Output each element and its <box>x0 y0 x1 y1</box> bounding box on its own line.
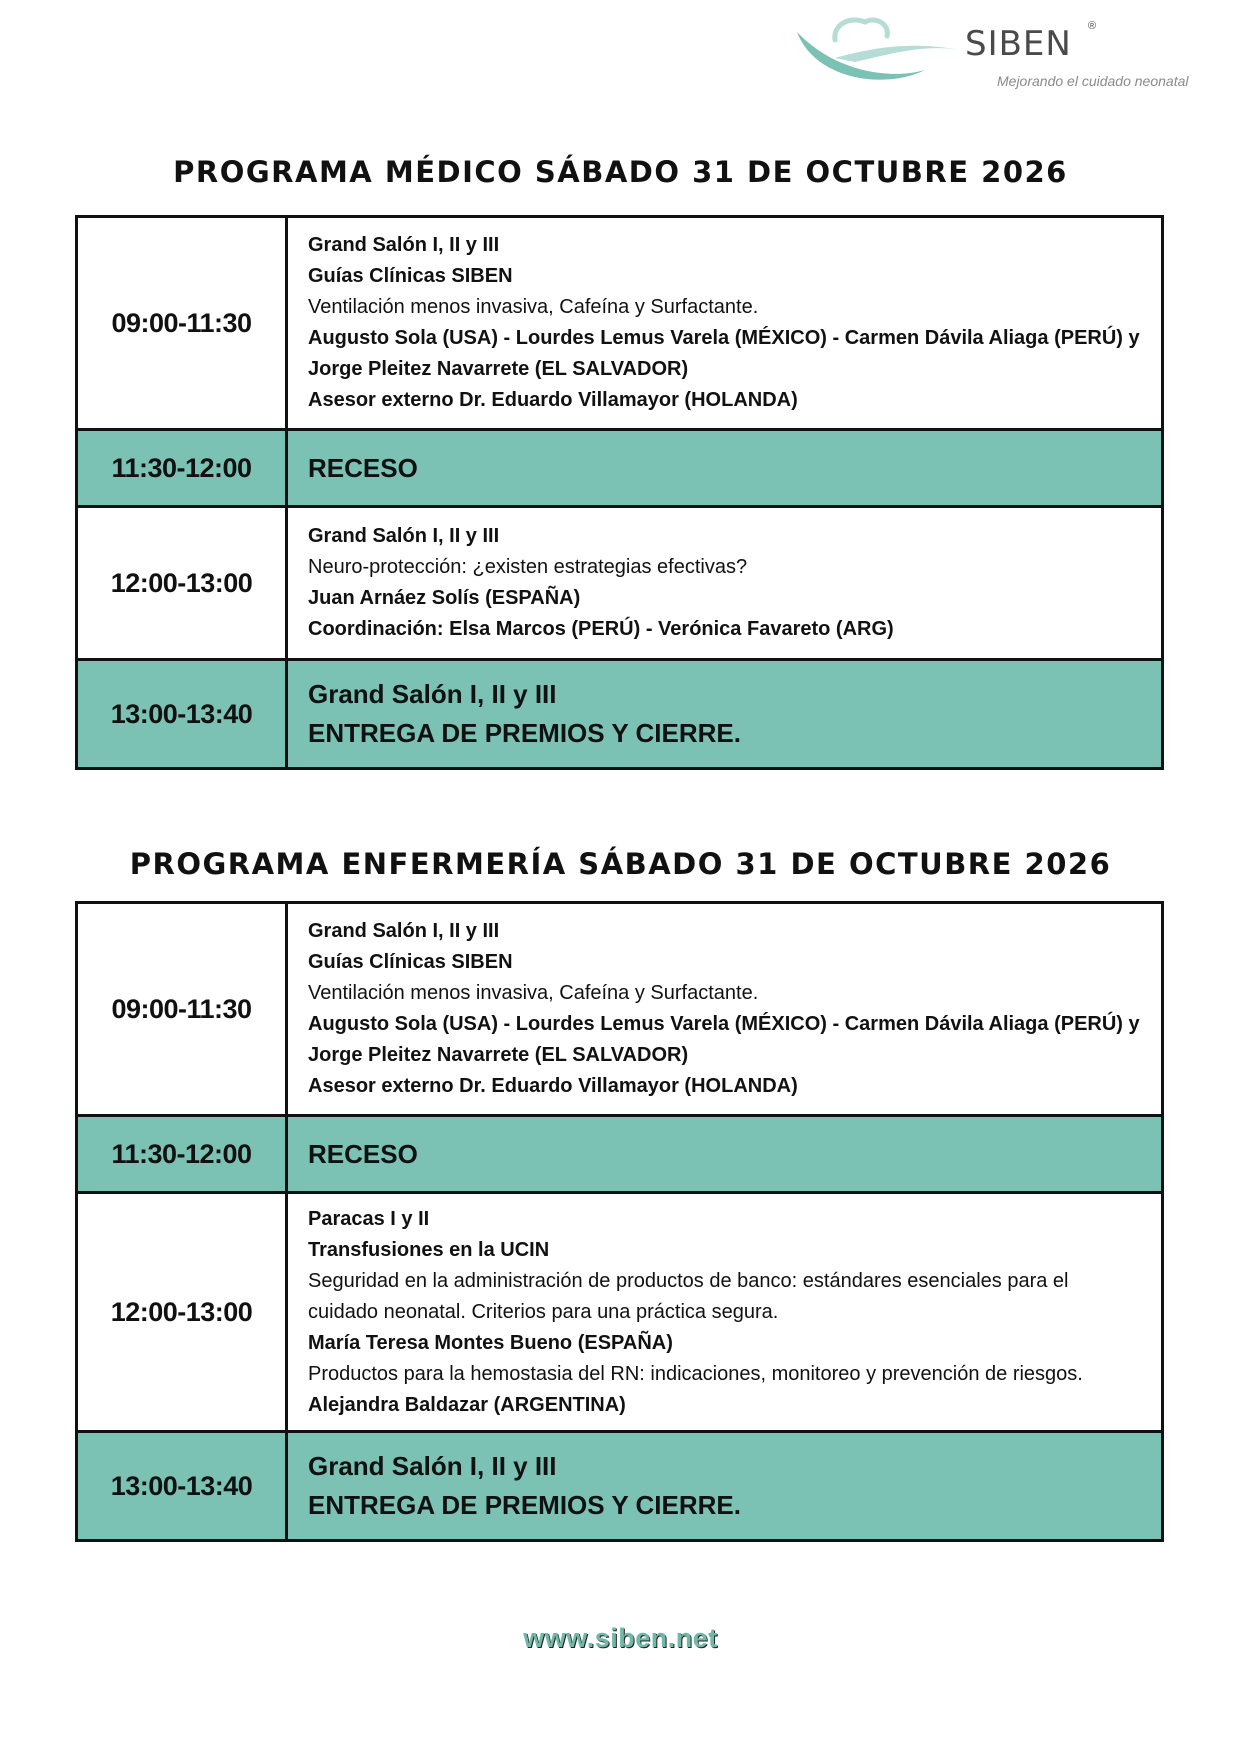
session-line: Coordinación: Elsa Marcos (PERÚ) - Verónica Favareto (ARG) <box>308 618 894 640</box>
session-line: Grand Salón I, II y III <box>308 525 500 547</box>
schedule-row <box>77 660 1163 769</box>
session-details <box>287 903 1163 1116</box>
session-line: Alejandra Baldazar (ARGENTINA) <box>308 1393 626 1416</box>
program-enfermeria-table <box>75 901 1164 1542</box>
program-enfermeria-title: PROGRAMA ENFERMERÍA SÁBADO 31 DE OCTUBRE 2026 <box>129 847 1112 881</box>
session-line: Asesor externo Dr. Eduardo Villamayor (HOLANDA) <box>308 389 798 411</box>
session-details <box>287 430 1163 507</box>
time-slot: 11:30-12:00 <box>77 430 287 507</box>
session-line: Guías Clínicas SIBEN <box>308 951 513 973</box>
logo-tagline: Mejorando el cuidado neonatal <box>997 73 1189 89</box>
session-line: Grand Salón I, II y III <box>308 1451 557 1481</box>
session-line: Asesor externo Dr. Eduardo Villamayor (HOLANDA) <box>308 1075 798 1097</box>
break-label: RECESO <box>308 1138 418 1169</box>
session-details <box>287 1116 1163 1193</box>
program-medico-table <box>75 215 1164 770</box>
time-slot: 09:00-11:30 <box>77 903 287 1116</box>
session-line: Grand Salón I, II y III <box>308 234 500 256</box>
session-details <box>287 217 1163 430</box>
schedule-row <box>77 507 1163 660</box>
schedule-row <box>77 217 1163 430</box>
break-label: RECESO <box>308 452 418 483</box>
schedule-body <box>77 903 1163 1541</box>
schedule-row <box>77 1193 1163 1432</box>
session-line: ENTREGA DE PREMIOS Y CIERRE. <box>308 718 741 748</box>
session-line: Grand Salón I, II y III <box>308 920 500 942</box>
session-line: Neuro-protección: ¿existen estrategias efectivas? <box>308 556 748 578</box>
session-line: Productos para la hemostasia del RN: indicaciones, monitoreo y prevención de riesgos. <box>308 1362 1083 1385</box>
schedule-row <box>77 430 1163 507</box>
time-slot: 12:00-13:00 <box>77 1193 287 1432</box>
schedule-row <box>77 1432 1163 1541</box>
session-line: ENTREGA DE PREMIOS Y CIERRE. <box>308 1490 741 1520</box>
session-line: Grand Salón I, II y III <box>308 679 557 709</box>
time-slot: 13:00-13:40 <box>77 1432 287 1541</box>
session-line: Augusto Sola (USA) - Lourdes Lemus Varela (MÉXICO) - Carmen Dávila Aliaga (PERÚ) y Jorge Pleitez Navarrete (EL SALVADOR) <box>308 327 1140 380</box>
siben-logo <box>795 10 1225 95</box>
session-line: Paracas I y II <box>308 1207 430 1230</box>
logo-registered-mark: ® <box>1088 20 1097 32</box>
time-slot: 12:00-13:00 <box>77 507 287 660</box>
program-medico-title: PROGRAMA MÉDICO SÁBADO 31 DE OCTUBRE 2026 <box>173 155 1068 189</box>
time-slot: 13:00-13:40 <box>77 660 287 769</box>
time-slot: 09:00-11:30 <box>77 217 287 430</box>
session-line: Seguridad en la administración de productos de banco: estándares esenciales para el cuidado neonatal. Criterios para una práctica segura. <box>308 1269 1069 1323</box>
session-details <box>287 1432 1163 1541</box>
session-details <box>287 507 1163 660</box>
session-details <box>287 660 1163 769</box>
session-details <box>287 1193 1163 1432</box>
session-line: Ventilación menos invasiva, Cafeína y Surfactante. <box>308 982 759 1004</box>
baby-wave-logo-icon <box>795 10 965 95</box>
logo-name: SIBEN <box>965 24 1072 64</box>
session-line: María Teresa Montes Bueno (ESPAÑA) <box>308 1331 673 1354</box>
footer-website-link[interactable]: www.siben.net <box>523 1623 718 1653</box>
session-line: Guías Clínicas SIBEN <box>308 265 513 287</box>
session-line: Juan Arnáez Solís (ESPAÑA) <box>308 587 581 609</box>
schedule-row <box>77 903 1163 1116</box>
session-line: Ventilación menos invasiva, Cafeína y Surfactante. <box>308 296 759 318</box>
session-line: Transfusiones en la UCIN <box>308 1238 550 1261</box>
schedule-body <box>77 217 1163 769</box>
session-line: Augusto Sola (USA) - Lourdes Lemus Varela (MÉXICO) - Carmen Dávila Aliaga (PERÚ) y Jorge Pleitez Navarrete (EL SALVADOR) <box>308 1013 1140 1066</box>
time-slot: 11:30-12:00 <box>77 1116 287 1193</box>
schedule-row <box>77 1116 1163 1193</box>
